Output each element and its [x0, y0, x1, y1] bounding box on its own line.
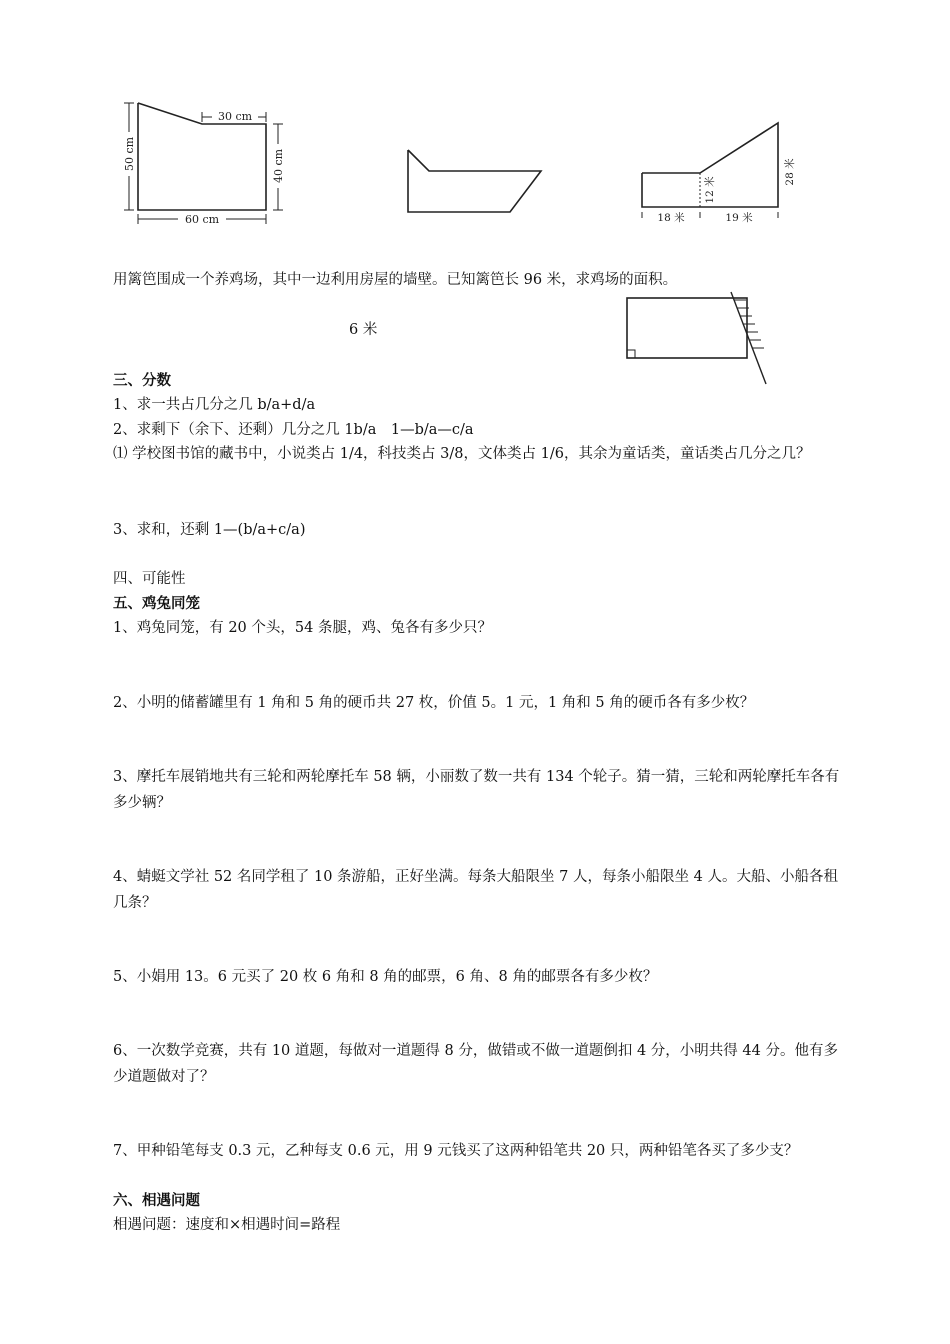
- section-4-title: 四、可能性: [113, 571, 186, 587]
- dim-height-mid: 12 米: [704, 176, 716, 204]
- sec5-question-1: 1、鸡兔同笼，有 20 个头，54 条腿，鸡、兔各有多少只？: [113, 620, 492, 636]
- section-3-title: 三、分数: [113, 372, 171, 389]
- sec3-item-3: 3、求和，还剩 1—(b/a+c/a): [113, 522, 306, 538]
- sec5-question-3: 3、摩托车展销地共有三轮和两轮摩托车 58 辆，小丽数了数一共有 134 个轮子。猜一猜，三轮和两轮摩托车各有多少辆？: [113, 769, 840, 811]
- figure-composite: [636, 118, 806, 230]
- sec5-question-5: 5、小娟用 13。6 元买了 20 枚 6 角和 8 角的邮票，6 角、8 角的邮票各有多少枚？: [113, 969, 658, 985]
- dim-top-label: 30 cm: [217, 110, 253, 123]
- boat-outline: [408, 150, 541, 212]
- coop-outline: [627, 298, 747, 358]
- wall-line: [731, 292, 766, 384]
- dim-base-left: 18 米: [657, 212, 685, 224]
- coop-width-label: 6 米: [349, 322, 378, 338]
- dim-base-right: 19 米: [725, 212, 753, 224]
- sec3-item-1: 1、求一共占几分之几 b/a+d/a: [113, 397, 316, 413]
- sec5-question-7: 7、甲种铅笔每支 0.3 元，乙种每支 0.6 元，用 9 元钱买了这两种铅笔共 20 只，两种铅笔各买了多少支？: [113, 1143, 799, 1159]
- figure-pentagon: [118, 96, 288, 231]
- dim-right-label: 40 cm: [272, 148, 285, 184]
- sec3-item-2: 2、求剩下（余下、还剩）几分之几 1b/a 1—b/a—c/a: [113, 422, 474, 438]
- figure-boat: [400, 144, 550, 219]
- dim-left-label: 50 cm: [123, 136, 136, 172]
- section-5-title: 五、鸡兔同笼: [113, 595, 200, 612]
- dim-bottom-label: 60 cm: [184, 213, 220, 226]
- dim-height-right: 28 米: [784, 158, 796, 186]
- figure-coop: [620, 288, 780, 388]
- section-6-title: 六、相遇问题: [113, 1192, 200, 1209]
- sec5-question-6: 6、一次数学竞赛，共有 10 道题，每做对一道题得 8 分，做错或不做一道题倒扣 4 分，小明共得 44 分。他有多少道题做对了？: [113, 1043, 838, 1085]
- chicken-coop-problem: 用篱笆围成一个养鸡场，其中一边利用房屋的墙壁。已知篱笆长 96 米，求鸡场的面积。: [113, 272, 678, 288]
- sec5-question-4: 4、蜻蜓文学社 52 名同学租了 10 条游船，正好坐满。每条大船限坐 7 人，每条小船限坐 4 人。大船、小船各租几条？: [113, 869, 838, 911]
- sec5-question-2: 2、小明的储蓄罐里有 1 角和 5 角的硬币共 27 枚，价值 5。1 元，1 角和 5 角的硬币各有多少枚？: [113, 695, 755, 711]
- sec3-question-1: ⑴ 学校图书馆的藏书中，小说类占 1/4，科技类占 3/8，文体类占 1/6，其余为童话类，童话类占几分之几？: [113, 446, 811, 462]
- sec6-formula: 相遇问题：速度和×相遇时间=路程: [113, 1217, 341, 1233]
